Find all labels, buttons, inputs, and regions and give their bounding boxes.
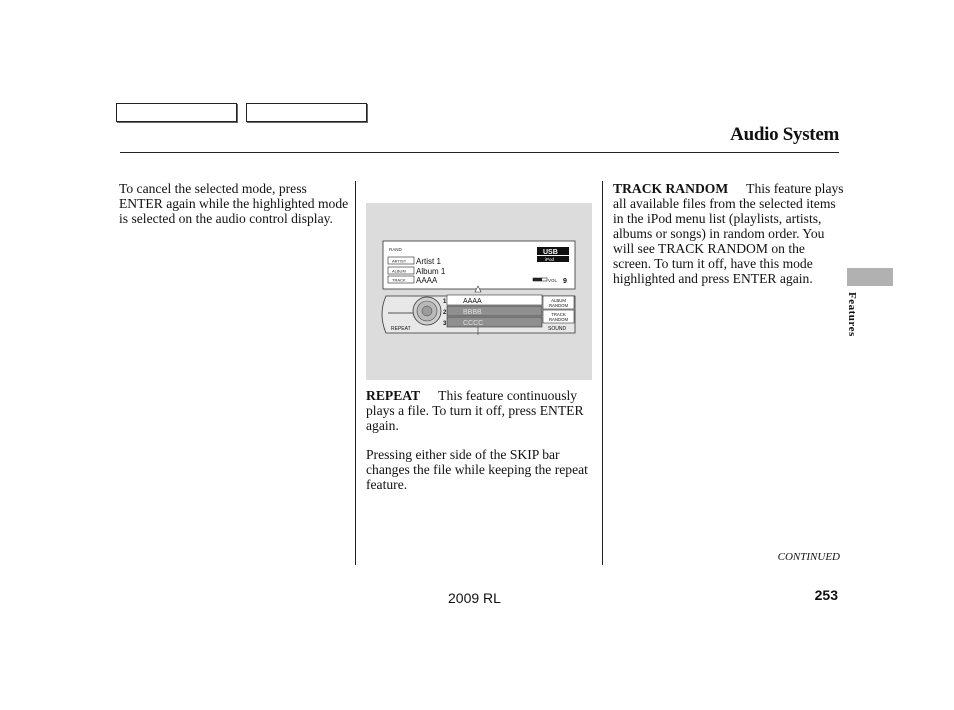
album-random-line2: RANDOM (548, 303, 569, 308)
repeat-button-label: REPEAT (391, 326, 411, 332)
track-random-paragraph (613, 181, 845, 286)
repeat-heading: REPEAT (366, 388, 421, 403)
section-label: Features (846, 292, 858, 337)
svg-text:RANDOM (549, 303, 569, 308)
usb-badge: USB (543, 249, 558, 256)
album-tag: ALBUM (392, 268, 406, 274)
svg-text:RANDOM (549, 317, 569, 322)
section-thumb-tab (847, 268, 893, 286)
list-item-2: BBBB (463, 309, 482, 316)
sound-button-label: SOUND (548, 326, 567, 332)
model-label: 2009 RL (448, 590, 501, 606)
nav-tab-1[interactable] (116, 103, 237, 122)
repeat-body: continuously plays a file. To turn it off, press ENTER again. (366, 388, 584, 433)
album-value: Album 1 (416, 267, 446, 276)
continued-label: CONTINUED (777, 551, 840, 563)
page-title: Audio System (730, 124, 839, 145)
list-num-2: 2 (443, 310, 447, 316)
track-random-body: plays all available files from the selected items in the iPod menu list (playlists, artists, albums or songs) in random order. You will see TRACK RANDOM on the screen. To turn it off, have this mode highlighted and press ENTER again. (613, 181, 844, 286)
track-random-line1: TRACK (551, 312, 566, 317)
vol-value: 9 (563, 278, 567, 285)
column-divider-2 (602, 181, 603, 565)
list-num-1: 1 (443, 299, 447, 305)
track-tag: TRACK (392, 277, 406, 283)
ipod-badge: iPod (545, 257, 555, 262)
cancel-mode-paragraph: To cancel the selected mode, press ENTER again while the highlighted mode is selected on the audio control display. (119, 181, 349, 226)
artist-tag: ARTIST (392, 258, 407, 264)
audio-display-illustration (366, 203, 592, 380)
column-divider-1 (355, 181, 356, 565)
page-number: 253 (814, 587, 838, 603)
nav-tab-2[interactable] (246, 103, 367, 122)
artist-value: Artist 1 (416, 257, 441, 266)
list-num-3: 3 (443, 321, 447, 327)
track-random-lead: This feature (746, 181, 812, 196)
display-mode-label: RAND (389, 247, 402, 252)
track-random-heading: TRACK RANDOM (613, 181, 729, 196)
repeat-lead: This feature (438, 388, 504, 403)
album-random-line1: ALBUM (551, 298, 566, 303)
skip-paragraph: Pressing either side of the SKIP bar changes the file while keeping the repeat feature. (366, 447, 588, 492)
list-item-1: AAAA (463, 298, 482, 305)
header-rule (120, 152, 839, 153)
track-random-line2: RANDOM (548, 317, 569, 322)
list-item-3: CCCC (463, 320, 484, 327)
vol-label: VOL (548, 278, 558, 283)
track-value: AAAA (416, 276, 438, 285)
repeat-paragraph (366, 388, 598, 433)
